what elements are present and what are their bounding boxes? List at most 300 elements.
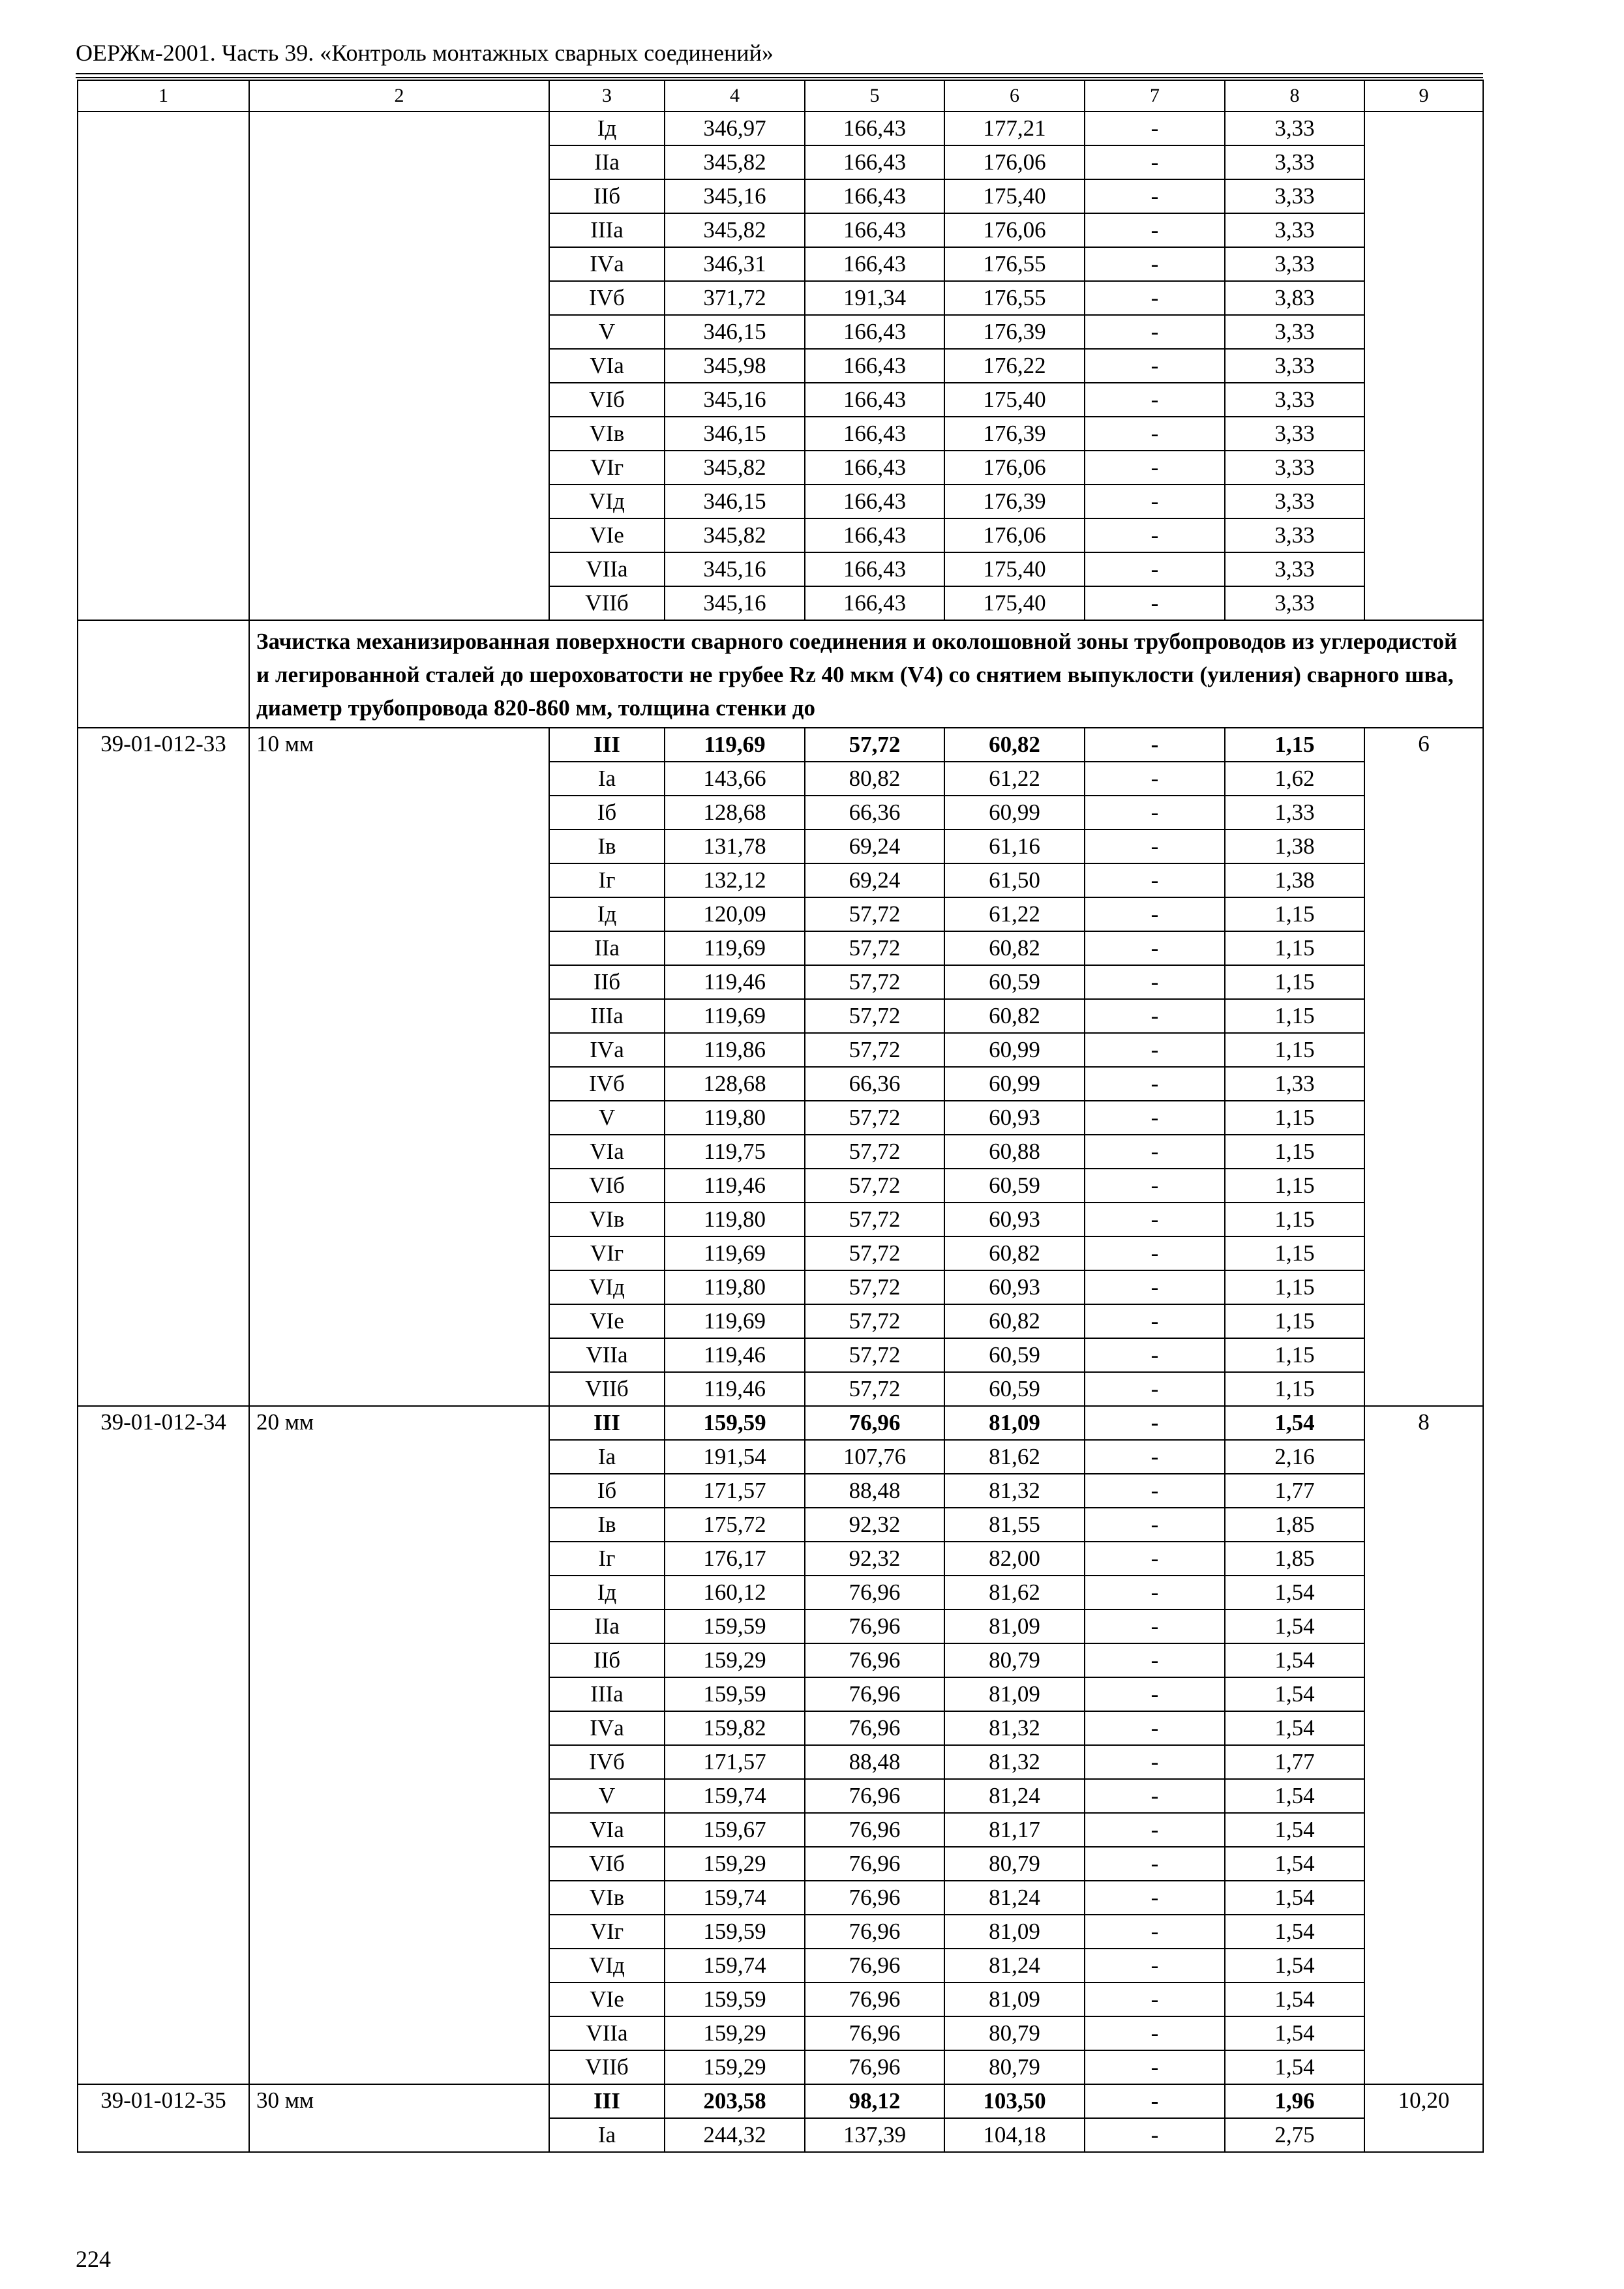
wages-cell: 76,96 (805, 1643, 944, 1677)
table-row (78, 112, 1483, 145)
machine-cost-cell: 61,22 (944, 897, 1085, 931)
materials-cost-cell: - (1085, 1779, 1225, 1813)
wages-cell: 76,96 (805, 1847, 944, 1881)
materials-cost-cell: - (1085, 1711, 1225, 1745)
resource-class-cell: Iв (549, 830, 665, 863)
machine-cost-cell: 104,18 (944, 2118, 1085, 2152)
resource-class-cell: VIе (549, 1304, 665, 1338)
materials-cost-cell: - (1085, 586, 1225, 620)
resource-class-cell: IVб (549, 1745, 665, 1779)
direct-cost-cell: 119,46 (665, 1372, 805, 1406)
wages-cell: 76,96 (805, 2050, 944, 2084)
resource-class-cell: IIIа (549, 213, 665, 247)
machine-cost-cell: 81,09 (944, 1982, 1085, 2016)
direct-cost-cell: 159,74 (665, 1881, 805, 1915)
labor-cost-cell: 1,33 (1225, 796, 1364, 830)
wages-cell: 166,43 (805, 586, 944, 620)
materials-cost-cell: - (1085, 145, 1225, 179)
wall-thickness: 10 мм (249, 728, 549, 1406)
machine-cost-cell: 81,24 (944, 1779, 1085, 1813)
wages-cell: 76,96 (805, 1982, 944, 2016)
materials-cost-cell: - (1085, 1203, 1225, 1236)
norm-code: 39-01-012-35 (78, 2084, 249, 2152)
wages-cell: 57,72 (805, 1304, 944, 1338)
labor-cost-cell: 1,54 (1225, 1576, 1364, 1609)
machine-cost-cell: 175,40 (944, 552, 1085, 586)
resource-class-cell: VIIб (549, 1372, 665, 1406)
machine-cost-cell: 80,79 (944, 1847, 1085, 1881)
materials-cost-cell: - (1085, 485, 1225, 518)
materials-cost-cell: - (1085, 383, 1225, 417)
machine-cost-cell: 175,40 (944, 586, 1085, 620)
direct-cost-cell: 345,82 (665, 451, 805, 485)
labor-cost-cell: 3,33 (1225, 349, 1364, 383)
materials-cost-cell: - (1085, 1135, 1225, 1169)
direct-cost-cell: 119,86 (665, 1033, 805, 1067)
resource-class-cell: Iб (549, 796, 665, 830)
direct-cost-cell: 120,09 (665, 897, 805, 931)
wages-cell: 76,96 (805, 1915, 944, 1949)
column-number-6: 6 (944, 80, 1085, 112)
direct-cost-cell: 175,72 (665, 1508, 805, 1542)
materials-cost-cell: - (1085, 1542, 1225, 1576)
resource-class-cell: VIб (549, 383, 665, 417)
labor-cost-cell: 1,54 (1225, 1881, 1364, 1915)
column-number-8: 8 (1225, 80, 1364, 112)
direct-cost-cell: 346,31 (665, 247, 805, 281)
wages-cell: 76,96 (805, 1711, 944, 1745)
machine-cost-cell: 175,40 (944, 179, 1085, 213)
wages-cell: 69,24 (805, 863, 944, 897)
materials-cost-cell: - (1085, 1677, 1225, 1711)
resource-class-cell: Iг (549, 1542, 665, 1576)
direct-cost-cell: 159,29 (665, 2050, 805, 2084)
section-title-row (78, 620, 1483, 728)
wages-cell: 137,39 (805, 2118, 944, 2152)
labor-cost-cell: 3,33 (1225, 112, 1364, 145)
labor-cost-cell: 1,54 (1225, 2016, 1364, 2050)
labor-cost-cell: 1,77 (1225, 1474, 1364, 1508)
resource-class-cell: Iа (549, 762, 665, 796)
wages-cell: 66,36 (805, 796, 944, 830)
col9-value: 8 (1364, 1406, 1483, 2084)
wages-cell: 57,72 (805, 1203, 944, 1236)
machine-cost-cell: 176,39 (944, 485, 1085, 518)
materials-cost-cell: - (1085, 796, 1225, 830)
section-title: Зачистка механизированная поверхности сварного соединения и околошовной зоны трубопроводов из углеродистой и легированной сталей до шероховатости не грубее Rz 40 мкм (V4) со снятием выпуклости (уиления) сварного шва, диаметр трубопровода 820-860 мм, толщина стенки до (249, 620, 1483, 728)
norm-code: 39-01-012-33 (78, 728, 249, 1406)
materials-cost-cell: - (1085, 1338, 1225, 1372)
materials-cost-cell: - (1085, 1033, 1225, 1067)
col9-value: 10,20 (1364, 2084, 1483, 2152)
wages-cell: 76,96 (805, 1949, 944, 1982)
resource-class-cell: VIг (549, 451, 665, 485)
materials-cost-cell: - (1085, 728, 1225, 762)
machine-cost-cell: 81,55 (944, 1508, 1085, 1542)
wages-cell: 166,43 (805, 383, 944, 417)
direct-cost-cell: 159,29 (665, 2016, 805, 2050)
resource-class-cell: III (549, 1406, 665, 1440)
wages-cell: 76,96 (805, 1576, 944, 1609)
direct-cost-cell: 119,75 (665, 1135, 805, 1169)
machine-cost-cell: 60,82 (944, 1236, 1085, 1270)
resource-class-cell: VIд (549, 485, 665, 518)
resource-class-cell: Iа (549, 1440, 665, 1474)
wages-cell: 107,76 (805, 1440, 944, 1474)
machine-cost-cell: 81,24 (944, 1949, 1085, 1982)
machine-cost-cell: 80,79 (944, 1643, 1085, 1677)
wages-cell: 166,43 (805, 518, 944, 552)
labor-cost-cell: 3,33 (1225, 552, 1364, 586)
machine-cost-cell: 81,17 (944, 1813, 1085, 1847)
machine-cost-cell: 176,55 (944, 281, 1085, 315)
direct-cost-cell: 131,78 (665, 830, 805, 863)
direct-cost-cell: 203,58 (665, 2084, 805, 2118)
labor-cost-cell: 1,15 (1225, 1135, 1364, 1169)
wages-cell: 66,36 (805, 1067, 944, 1101)
machine-cost-cell: 80,79 (944, 2050, 1085, 2084)
materials-cost-cell: - (1085, 1881, 1225, 1915)
resource-class-cell: IIб (549, 1643, 665, 1677)
labor-cost-cell: 1,15 (1225, 1270, 1364, 1304)
rates-table (77, 80, 1484, 2153)
direct-cost-cell: 345,16 (665, 179, 805, 213)
materials-cost-cell: - (1085, 897, 1225, 931)
labor-cost-cell: 1,96 (1225, 2084, 1364, 2118)
wages-cell: 76,96 (805, 1406, 944, 1440)
resource-class-cell: VIв (549, 1881, 665, 1915)
machine-cost-cell: 175,40 (944, 383, 1085, 417)
machine-cost-cell: 81,62 (944, 1576, 1085, 1609)
resource-class-cell: VIа (549, 1135, 665, 1169)
materials-cost-cell: - (1085, 213, 1225, 247)
direct-cost-cell: 159,67 (665, 1813, 805, 1847)
labor-cost-cell: 1,54 (1225, 1847, 1364, 1881)
resource-class-cell: IIа (549, 931, 665, 965)
machine-cost-cell: 60,59 (944, 965, 1085, 999)
direct-cost-cell: 128,68 (665, 1067, 805, 1101)
resource-class-cell: IIа (549, 1609, 665, 1643)
wages-cell: 92,32 (805, 1508, 944, 1542)
wall-thickness: 20 мм (249, 1406, 549, 2084)
direct-cost-cell: 346,15 (665, 417, 805, 451)
thickness-cell (249, 112, 549, 620)
wages-cell: 57,72 (805, 965, 944, 999)
machine-cost-cell: 60,99 (944, 1033, 1085, 1067)
direct-cost-cell: 119,80 (665, 1270, 805, 1304)
labor-cost-cell: 1,85 (1225, 1508, 1364, 1542)
machine-cost-cell: 60,88 (944, 1135, 1085, 1169)
machine-cost-cell: 176,55 (944, 247, 1085, 281)
machine-cost-cell: 176,06 (944, 145, 1085, 179)
column-number-2: 2 (249, 80, 549, 112)
resource-class-cell: Iа (549, 2118, 665, 2152)
machine-cost-cell: 176,39 (944, 315, 1085, 349)
labor-cost-cell: 3,33 (1225, 586, 1364, 620)
resource-class-cell: Iд (549, 1576, 665, 1609)
labor-cost-cell: 1,15 (1225, 1372, 1364, 1406)
materials-cost-cell: - (1085, 417, 1225, 451)
materials-cost-cell: - (1085, 1474, 1225, 1508)
column-number-9: 9 (1364, 80, 1483, 112)
resource-class-cell: IVб (549, 281, 665, 315)
table-row (78, 2084, 1483, 2118)
machine-cost-cell: 60,59 (944, 1169, 1085, 1203)
labor-cost-cell: 1,62 (1225, 762, 1364, 796)
labor-cost-cell: 1,54 (1225, 2050, 1364, 2084)
wages-cell: 57,72 (805, 1372, 944, 1406)
labor-cost-cell: 1,54 (1225, 1949, 1364, 1982)
labor-cost-cell: 1,54 (1225, 1779, 1364, 1813)
resource-class-cell: III (549, 2084, 665, 2118)
materials-cost-cell: - (1085, 1813, 1225, 1847)
direct-cost-cell: 119,69 (665, 931, 805, 965)
labor-cost-cell: 1,85 (1225, 1542, 1364, 1576)
resource-class-cell: VIе (549, 1982, 665, 2016)
direct-cost-cell: 119,80 (665, 1101, 805, 1135)
labor-cost-cell: 1,54 (1225, 1643, 1364, 1677)
wages-cell: 166,43 (805, 247, 944, 281)
col9-value: 6 (1364, 728, 1483, 1406)
wages-cell: 76,96 (805, 2016, 944, 2050)
machine-cost-cell: 82,00 (944, 1542, 1085, 1576)
direct-cost-cell: 159,59 (665, 1609, 805, 1643)
wages-cell: 166,43 (805, 315, 944, 349)
materials-cost-cell: - (1085, 179, 1225, 213)
direct-cost-cell: 171,57 (665, 1474, 805, 1508)
materials-cost-cell: - (1085, 1847, 1225, 1881)
machine-cost-cell: 60,93 (944, 1203, 1085, 1236)
machine-cost-cell: 61,16 (944, 830, 1085, 863)
labor-cost-cell: 2,16 (1225, 1440, 1364, 1474)
resource-class-cell: VIIб (549, 2050, 665, 2084)
resource-class-cell: IVа (549, 247, 665, 281)
materials-cost-cell: - (1085, 1101, 1225, 1135)
column-number-5: 5 (805, 80, 944, 112)
resource-class-cell: VIIа (549, 1338, 665, 1372)
resource-class-cell: V (549, 315, 665, 349)
machine-cost-cell: 176,06 (944, 518, 1085, 552)
machine-cost-cell: 81,09 (944, 1677, 1085, 1711)
resource-class-cell: VIг (549, 1236, 665, 1270)
machine-cost-cell: 61,22 (944, 762, 1085, 796)
machine-cost-cell: 176,06 (944, 451, 1085, 485)
wages-cell: 57,72 (805, 1135, 944, 1169)
direct-cost-cell: 346,15 (665, 315, 805, 349)
direct-cost-cell: 160,12 (665, 1576, 805, 1609)
labor-cost-cell: 1,54 (1225, 1813, 1364, 1847)
materials-cost-cell: - (1085, 1643, 1225, 1677)
materials-cost-cell: - (1085, 2084, 1225, 2118)
machine-cost-cell: 60,82 (944, 728, 1085, 762)
direct-cost-cell: 119,69 (665, 999, 805, 1033)
materials-cost-cell: - (1085, 1169, 1225, 1203)
wages-cell: 88,48 (805, 1745, 944, 1779)
labor-cost-cell: 3,33 (1225, 383, 1364, 417)
labor-cost-cell: 1,15 (1225, 728, 1364, 762)
wages-cell: 80,82 (805, 762, 944, 796)
column-number-3: 3 (549, 80, 665, 112)
wall-thickness: 30 мм (249, 2084, 549, 2152)
table-row (78, 728, 1483, 762)
labor-cost-cell: 1,15 (1225, 897, 1364, 931)
resource-class-cell: VIв (549, 417, 665, 451)
wages-cell: 166,43 (805, 451, 944, 485)
table-row (78, 1406, 1483, 1440)
wages-cell: 57,72 (805, 931, 944, 965)
materials-cost-cell: - (1085, 2050, 1225, 2084)
direct-cost-cell: 143,66 (665, 762, 805, 796)
machine-cost-cell: 177,21 (944, 112, 1085, 145)
machine-cost-cell: 176,06 (944, 213, 1085, 247)
wages-cell: 98,12 (805, 2084, 944, 2118)
direct-cost-cell: 159,59 (665, 1406, 805, 1440)
direct-cost-cell: 345,82 (665, 145, 805, 179)
wages-cell: 166,43 (805, 213, 944, 247)
direct-cost-cell: 119,46 (665, 1338, 805, 1372)
machine-cost-cell: 61,50 (944, 863, 1085, 897)
wages-cell: 76,96 (805, 1813, 944, 1847)
direct-cost-cell: 159,59 (665, 1982, 805, 2016)
labor-cost-cell: 3,33 (1225, 213, 1364, 247)
resource-class-cell: IIб (549, 965, 665, 999)
materials-cost-cell: - (1085, 247, 1225, 281)
resource-class-cell: IVб (549, 1067, 665, 1101)
wages-cell: 92,32 (805, 1542, 944, 1576)
machine-cost-cell: 81,62 (944, 1440, 1085, 1474)
direct-cost-cell: 159,82 (665, 1711, 805, 1745)
direct-cost-cell: 345,16 (665, 552, 805, 586)
resource-class-cell: IIа (549, 145, 665, 179)
materials-cost-cell: - (1085, 1440, 1225, 1474)
machine-cost-cell: 60,99 (944, 1067, 1085, 1101)
wages-cell: 57,72 (805, 999, 944, 1033)
resource-class-cell: III (549, 728, 665, 762)
materials-cost-cell: - (1085, 830, 1225, 863)
resource-class-cell: Iд (549, 897, 665, 931)
materials-cost-cell: - (1085, 762, 1225, 796)
materials-cost-cell: - (1085, 863, 1225, 897)
materials-cost-cell: - (1085, 1270, 1225, 1304)
materials-cost-cell: - (1085, 1609, 1225, 1643)
resource-class-cell: IIIа (549, 999, 665, 1033)
resource-class-cell: VIIа (549, 552, 665, 586)
materials-cost-cell: - (1085, 2016, 1225, 2050)
direct-cost-cell: 345,16 (665, 586, 805, 620)
machine-cost-cell: 60,93 (944, 1270, 1085, 1304)
machine-cost-cell: 81,09 (944, 1915, 1085, 1949)
direct-cost-cell: 159,74 (665, 1779, 805, 1813)
resource-class-cell: V (549, 1101, 665, 1135)
direct-cost-cell: 191,54 (665, 1440, 805, 1474)
labor-cost-cell: 3,33 (1225, 518, 1364, 552)
header-rule-top (76, 73, 1483, 74)
direct-cost-cell: 128,68 (665, 796, 805, 830)
direct-cost-cell: 346,15 (665, 485, 805, 518)
wages-cell: 166,43 (805, 485, 944, 518)
labor-cost-cell: 1,54 (1225, 1609, 1364, 1643)
page-header-title: ОЕРЖм-2001. Часть 39. «Контроль монтажных сварных соединений» (76, 40, 774, 66)
direct-cost-cell: 159,59 (665, 1915, 805, 1949)
page-number: 224 (76, 2246, 111, 2272)
direct-cost-cell: 371,72 (665, 281, 805, 315)
materials-cost-cell: - (1085, 1576, 1225, 1609)
wages-cell: 57,72 (805, 1101, 944, 1135)
resource-class-cell: IIб (549, 179, 665, 213)
header-rule-bottom (76, 77, 1483, 78)
labor-cost-cell: 3,33 (1225, 417, 1364, 451)
labor-cost-cell: 1,38 (1225, 830, 1364, 863)
materials-cost-cell: - (1085, 451, 1225, 485)
wages-cell: 191,34 (805, 281, 944, 315)
resource-class-cell: Iг (549, 863, 665, 897)
machine-cost-cell: 60,82 (944, 1304, 1085, 1338)
labor-cost-cell: 1,54 (1225, 1711, 1364, 1745)
materials-cost-cell: - (1085, 552, 1225, 586)
labor-cost-cell: 3,33 (1225, 451, 1364, 485)
resource-class-cell: IIIа (549, 1677, 665, 1711)
labor-cost-cell: 1,15 (1225, 1169, 1364, 1203)
resource-class-cell: Iд (549, 112, 665, 145)
direct-cost-cell: 119,69 (665, 1236, 805, 1270)
materials-cost-cell: - (1085, 1508, 1225, 1542)
wages-cell: 166,43 (805, 179, 944, 213)
resource-class-cell: V (549, 1779, 665, 1813)
column-number-4: 4 (665, 80, 805, 112)
labor-cost-cell: 3,33 (1225, 315, 1364, 349)
labor-cost-cell: 1,15 (1225, 931, 1364, 965)
machine-cost-cell: 103,50 (944, 2084, 1085, 2118)
labor-cost-cell: 3,33 (1225, 247, 1364, 281)
materials-cost-cell: - (1085, 112, 1225, 145)
resource-class-cell: VIIа (549, 2016, 665, 2050)
resource-class-cell: VIб (549, 1847, 665, 1881)
machine-cost-cell: 176,39 (944, 417, 1085, 451)
wages-cell: 166,43 (805, 417, 944, 451)
direct-cost-cell: 119,69 (665, 728, 805, 762)
machine-cost-cell: 176,22 (944, 349, 1085, 383)
labor-cost-cell: 1,54 (1225, 1982, 1364, 2016)
resource-class-cell: IVа (549, 1711, 665, 1745)
col9-cell (1364, 112, 1483, 620)
direct-cost-cell: 171,57 (665, 1745, 805, 1779)
section-code-cell (78, 620, 249, 728)
resource-class-cell: VIг (549, 1915, 665, 1949)
labor-cost-cell: 1,15 (1225, 1304, 1364, 1338)
machine-cost-cell: 81,32 (944, 1711, 1085, 1745)
resource-class-cell: VIб (549, 1169, 665, 1203)
direct-cost-cell: 159,29 (665, 1643, 805, 1677)
labor-cost-cell: 1,15 (1225, 999, 1364, 1033)
labor-cost-cell: 3,33 (1225, 485, 1364, 518)
labor-cost-cell: 1,15 (1225, 1338, 1364, 1372)
machine-cost-cell: 81,09 (944, 1609, 1085, 1643)
machine-cost-cell: 81,32 (944, 1474, 1085, 1508)
wages-cell: 76,96 (805, 1881, 944, 1915)
direct-cost-cell: 345,82 (665, 213, 805, 247)
resource-class-cell: IVа (549, 1033, 665, 1067)
machine-cost-cell: 81,24 (944, 1881, 1085, 1915)
materials-cost-cell: - (1085, 999, 1225, 1033)
labor-cost-cell: 3,33 (1225, 179, 1364, 213)
resource-class-cell: VIв (549, 1203, 665, 1236)
materials-cost-cell: - (1085, 349, 1225, 383)
wages-cell: 166,43 (805, 349, 944, 383)
norm-code: 39-01-012-34 (78, 1406, 249, 2084)
materials-cost-cell: - (1085, 1745, 1225, 1779)
direct-cost-cell: 119,46 (665, 1169, 805, 1203)
wages-cell: 88,48 (805, 1474, 944, 1508)
